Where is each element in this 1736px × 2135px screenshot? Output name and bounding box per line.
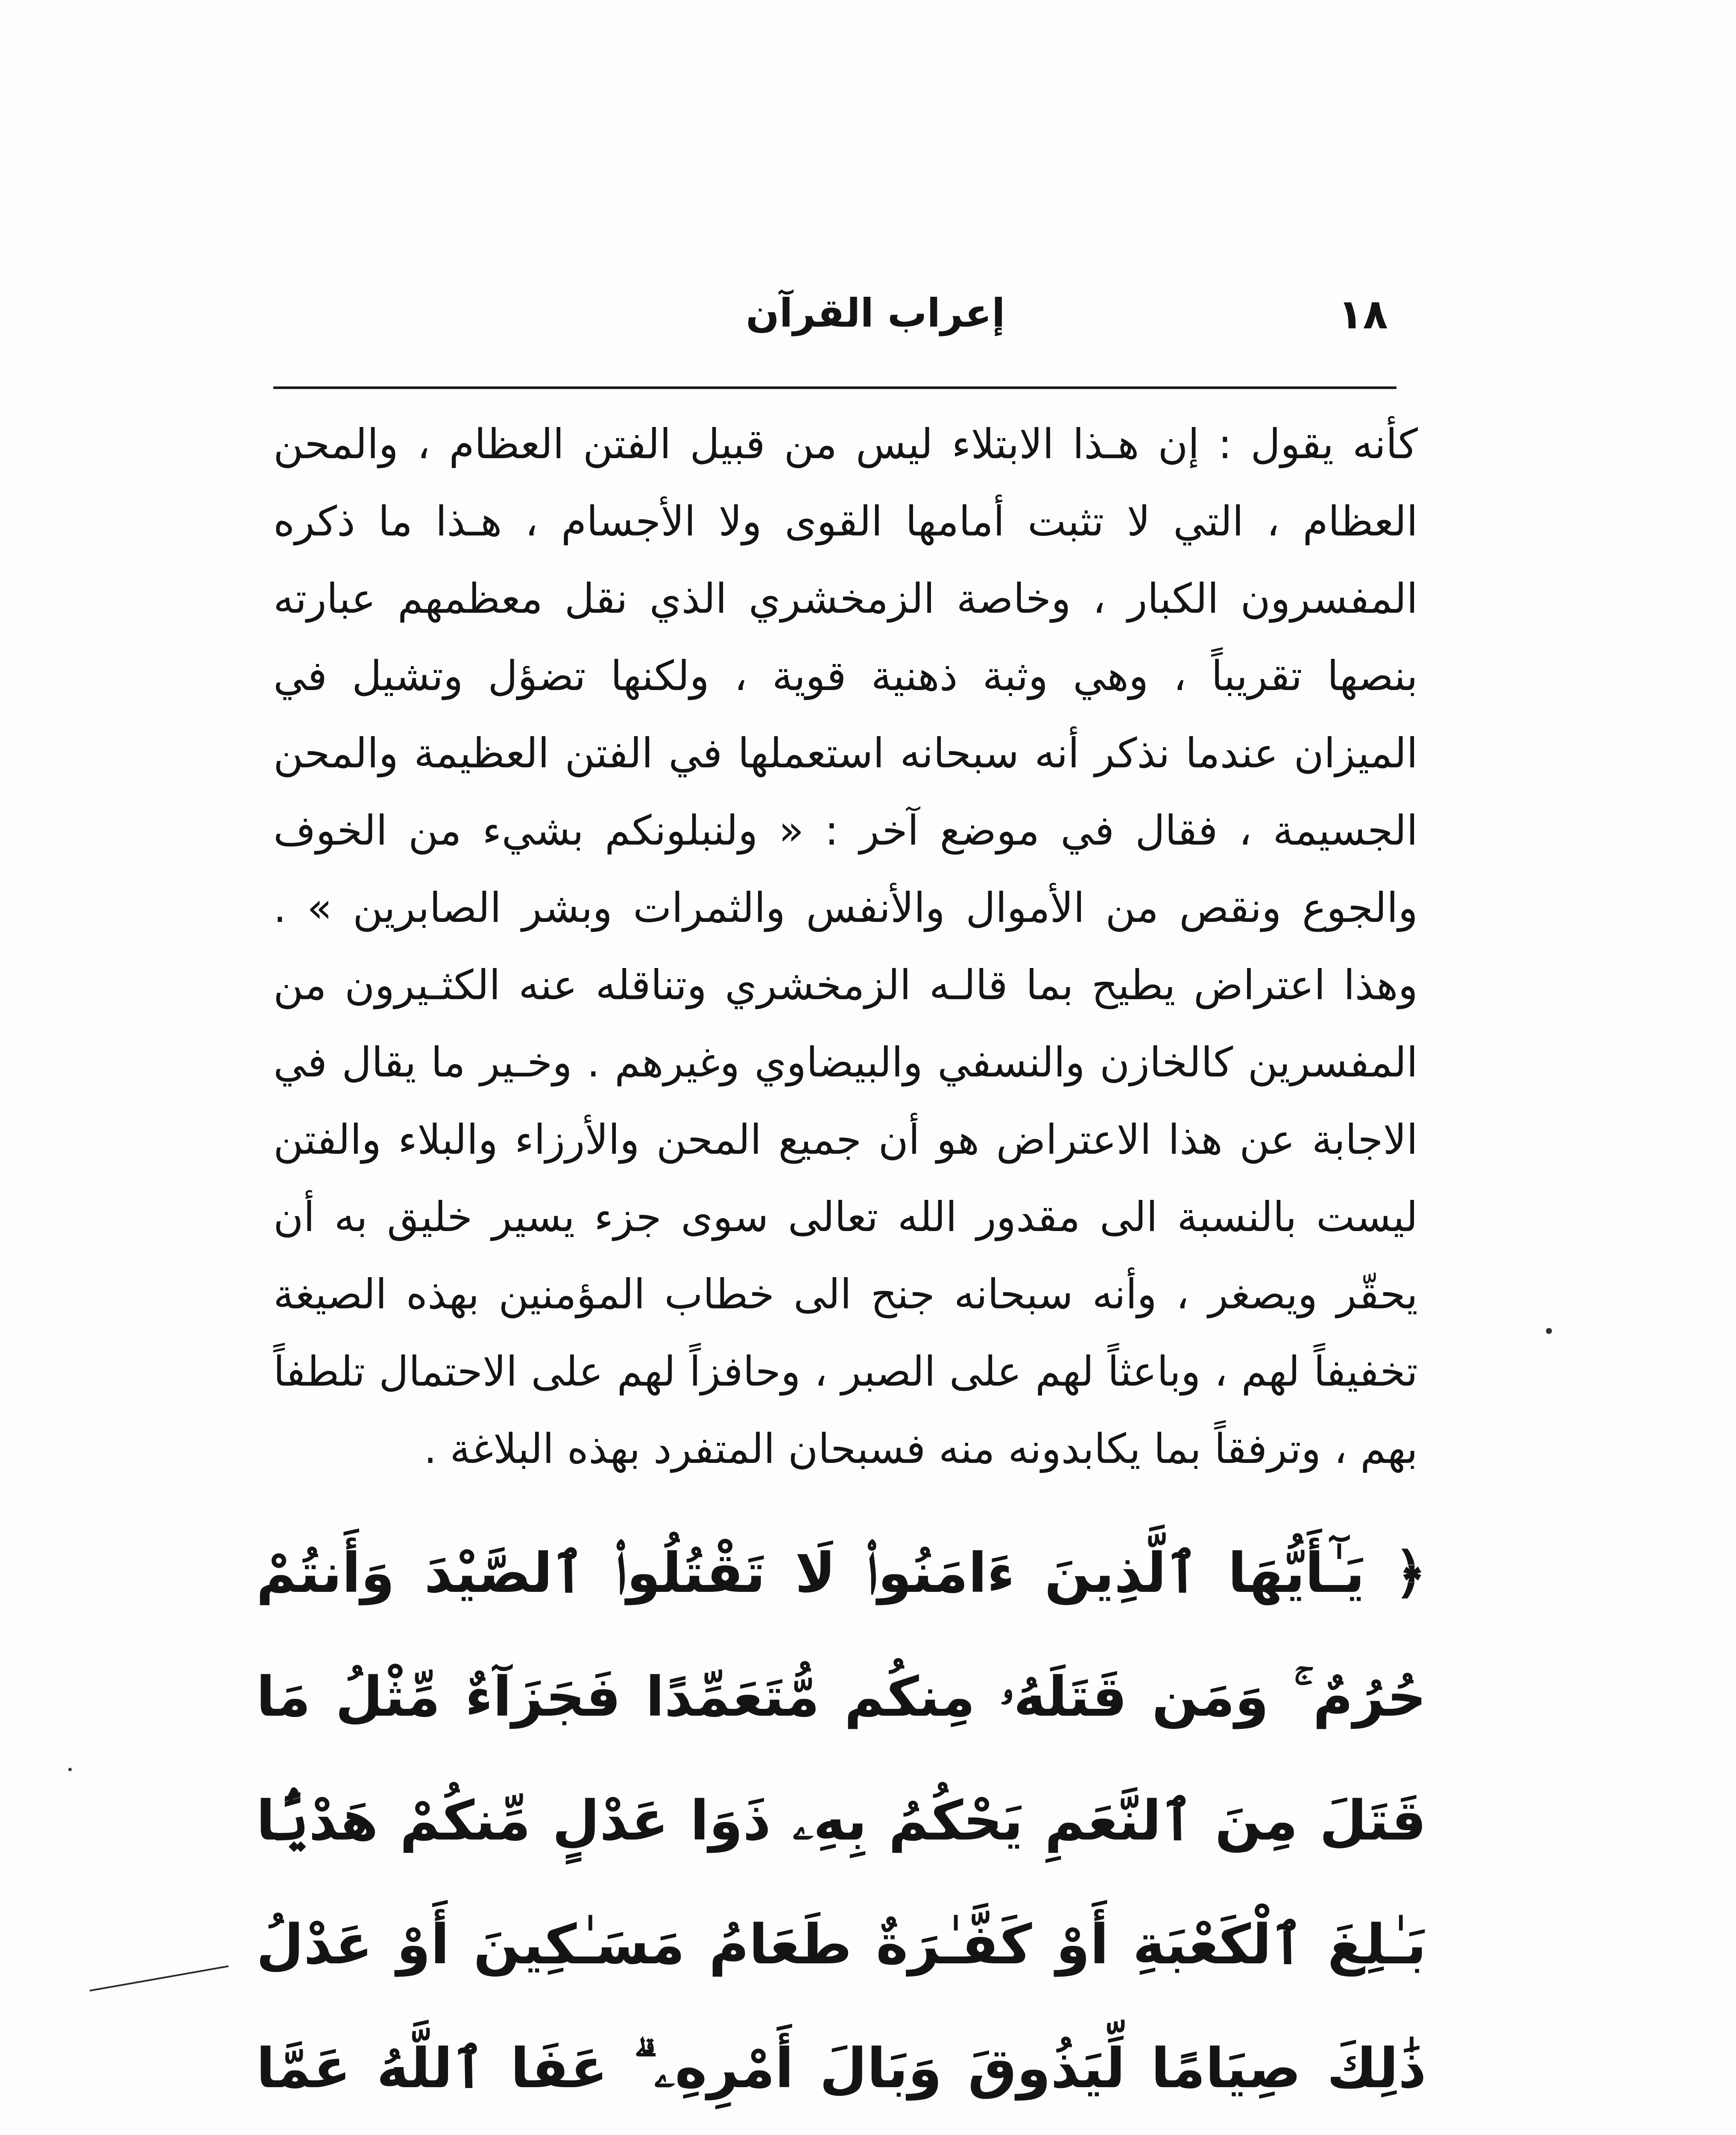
running-title: إعراب القرآن: [746, 290, 1005, 336]
verse-open-bracket: ﴿: [1394, 1541, 1427, 1605]
scan-speck: [1546, 1328, 1552, 1334]
scan-speck: [68, 1768, 72, 1771]
verse-text: يَـٰٓأَيُّهَا ٱلَّذِينَ ءَامَنُوا۟ لَا تَقْتُلُوا۟ ٱلصَّيْدَ وَأَنتُمْ حُرُمٌ ۚ وَمَن قَتَلَهُۥ مِنكُم مُّتَعَمِّدًا فَجَزَآءٌ مِّثْلُ مَا قَتَلَ مِنَ ٱلنَّعَمِ يَحْكُمُ بِهِۦ ذَوَا عَدْلٍ مِّنكُمْ هَدْيًۢا بَـٰلِغَ ٱلْكَعْبَةِ أَوْ كَفَّـٰرَةٌ طَعَامُ مَسَـٰكِينَ أَوْ عَدْلُ ذَٰلِكَ صِيَامًا لِّيَذُوقَ وَبَالَ أَمْرِهِۦ ۗ عَفَا ٱللَّهُ عَمَّا: [256, 1541, 1426, 2100]
page-header: [273, 273, 1396, 350]
commentary-paragraph: كأنه يقول : إن هـذا الابتلاء ليس من قبيل الفتن العظام ، والمحن العظام ، التي لا تثبت أمامها القوى ولا الأجسام ، هـذا ما ذكره المفسرون الكبار ، وخاصة الزمخشري الذي نقل معظمهم عبارته بنصها تقريباً ، وهي وثبة ذهنية قوية ، ولكنها تضؤل وتشيل في الميزان عندما نذكر أنه سبحانه استعملها في الفتن العظيمة والمحن الجسيمة ، فقال في موضع آخر : « ولنبلونكم بشيء من الخوف والجوع ونقص من الأموال والأنفس والثمرات وبشر الصابرين » . وهذا اعتراض يطيح بما قالـه الزمخشري وتناقله عنه الكثـيرون من المفسرين كالخازن والنسفي والبيضاوي وغيرهم . وخـير ما يقال في الاجابة عن هذا الاعتراض هو أن جميع المحن والأرزاء والبلاء والفتن ليست بالنسبة الى مقدور الله تعالى سوى جزء يسير خليق به أن يحقّر ويصغر ، وأنه سبحانه جنح الى خطاب المؤمنين بهذه الصيغة تخفيفاً لهم ، وباعثاً لهم على الصبر ، وحافزاً لهم على الاحتمال تلطفاً بهم ، وترفقاً بما يكابدونه منه فسبحان المتفرد بهذه البلاغة .: [273, 420, 1418, 1473]
quran-verse: [256, 1512, 1426, 2135]
stray-pen-mark: [90, 1965, 229, 1992]
page-number: ١٨: [1338, 290, 1388, 338]
header-rule: [273, 386, 1396, 389]
